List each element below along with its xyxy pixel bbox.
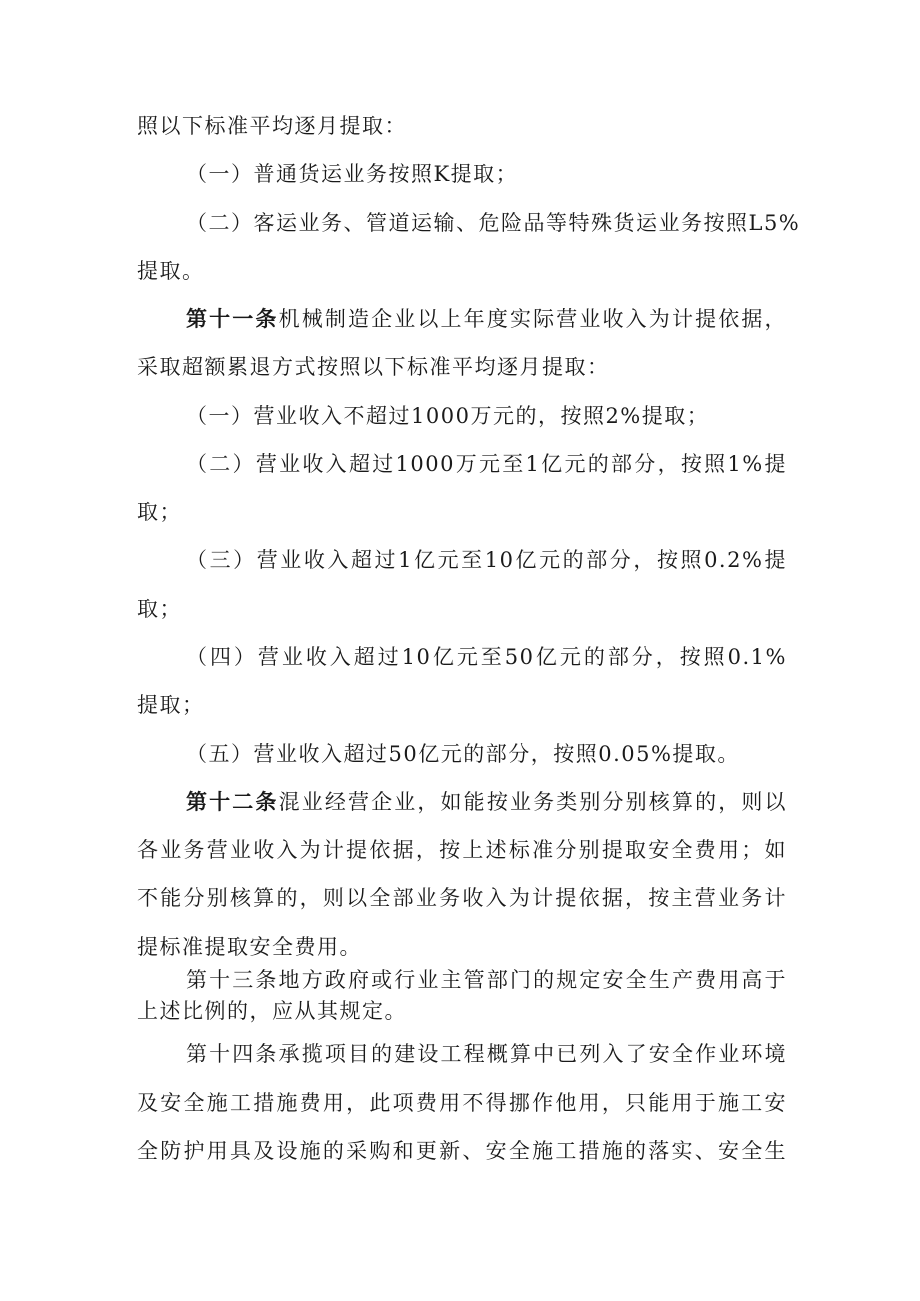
text-line: 不能分别核算的，则以全部业务收入为计提依据，按主营业务计 [137, 886, 787, 910]
text-line: 混业经营企业，如能按业务类别分别核算的，则以 [278, 790, 788, 814]
text-line: 提取。 [137, 259, 205, 283]
text-line: 第十四条承揽项目的建设工程概算中已列入了安全作业环境 [186, 1042, 787, 1066]
text-line: 上述比例的，应从其规定。 [137, 999, 407, 1023]
article-line [186, 788, 787, 816]
text-line: 取； [137, 500, 182, 524]
text-line: 提标准提取安全费用。 [137, 935, 362, 959]
text-line: 第十三条地方政府或行业主管部门的规定安全生产费用高于 [186, 968, 787, 992]
text-line: （一）营业收入不超过1000万元的，按照2%提取； [186, 404, 710, 428]
text-line: 采取超额累退方式按照以下标准平均逐月提取： [137, 355, 610, 379]
text-line: （四）营业收入超过10亿元至50亿元的部分，按照0.1% [186, 645, 787, 669]
text-line: 取； [137, 597, 182, 621]
text-line: （三）营业收入超过1亿元至10亿元的部分，按照0.2%提 [186, 548, 787, 572]
text-line: 提取； [137, 693, 205, 717]
text-line: （五）营业收入超过50亿元的部分，按照0.05%提取。 [186, 742, 740, 766]
article-line [186, 305, 787, 333]
article-number: 第十一条 [186, 306, 279, 331]
text-line: （二）营业收入超过1000万元至1亿元的部分，按照1%提 [186, 452, 787, 476]
text-line: 照以下标准平均逐月提取： [137, 114, 407, 138]
text-line: 及安全施工措施费用，此项费用不得挪作他用，只能用于施工安 [137, 1091, 787, 1115]
text-line: （一）普通货运业务按照K提取； [186, 162, 519, 186]
text-line: 机械制造企业以上年度实际营业收入为计提依据， [278, 307, 788, 331]
article-number: 第十二条 [186, 789, 279, 814]
text-line: 全防护用具及设施的采购和更新、安全施工措施的落实、安全生 [137, 1139, 787, 1163]
text-line: （二）客运业务、管道运输、危险品等特殊货运业务按照L5% [186, 211, 801, 235]
text-line: 各业务营业收入为计提依据，按上述标准分别提取安全费用；如 [137, 838, 787, 862]
